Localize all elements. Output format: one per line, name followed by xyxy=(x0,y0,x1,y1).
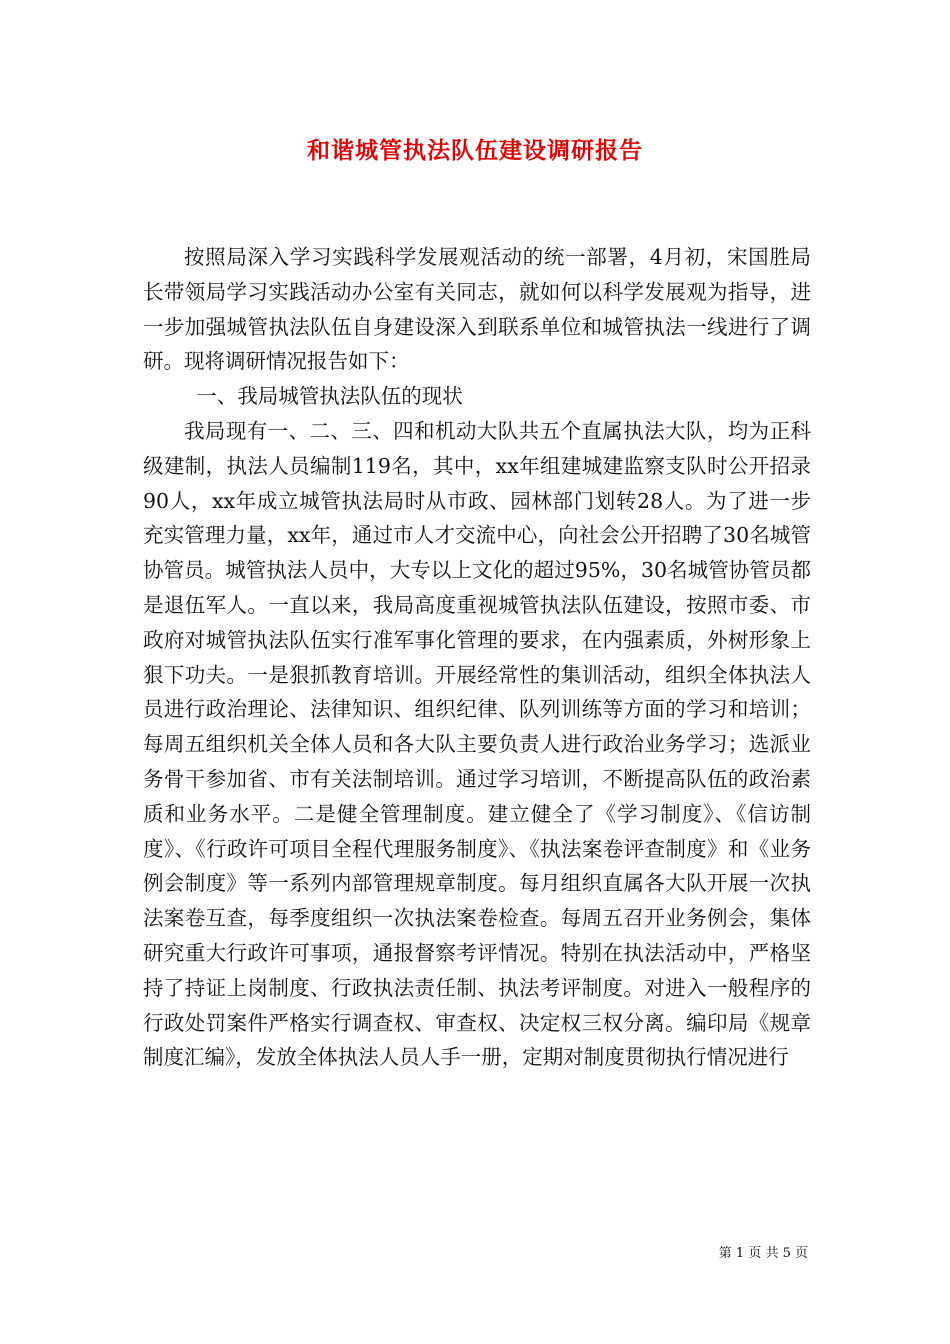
intro-paragraph: 按照局深入学习实践科学发展观活动的统一部署，4月初，宋国胜局长带领局学习实践活动办公室有关同志，就如何以科学发展观为指导，进一步加强城管执法队伍自身建设深入到联系单位和城管执法一线进行了调研。现将调研情况报告如下： xyxy=(143,245,811,374)
document-body xyxy=(143,240,811,1075)
document-title: 和谐城管执法队伍建设调研报告 xyxy=(307,137,643,164)
body-paragraph: 我局现有一、二、三、四和机动大队共五个直属执法大队，均为正科级建制，执法人员编制119名，其中，xx年组建城建监察支队时公开招录90人，xx年成立城管执法局时从市政、园林部门划转28人。为了进一步充实管理力量，xx年，通过市人才交流中心，向社会公开招聘了30名城管协管员。城管执法人员中，大专以上文化的超过95%，30名城管协管员都是退伍军人。一直以来，我局高度重视城管执法队伍建设，按照市委、市政府对城管执法队伍实行准军事化管理的要求，在内强素质，外树形象上狠下功夫。一是狠抓教育培训。开展经常性的集训活动，组织全体执法人员进行政治理论、法律知识、组织纪律、队列训练等方面的学习和培训；每周五组织机关全体人员和各大队主要负责人进行政治业务学习；选派业务骨干参加省、市有关法制培训。通过学习培训，不断提高队伍的政治素质和业务水平。二是健全管理制度。建立健全了《学习制度》、《信访制度》、《行政许可项目全程代理服务制度》、《执法案卷评查制度》和《业务例会制度》等一系列内部管理规章制度。每月组织直属各大队开展一次执法案卷互查，每季度组织一次执法案卷检查。每周五召开业务例会，集体研究重大行政许可事项，通报督察考评情况。特别在执法活动中，严格坚持了持证上岗制度、行政执法责任制、执法考评制度。对进入一般程序的行政处罚案件严格实行调查权、审查权、决定权三权分离。编印局《规章制度汇编》，发放全体执法人员人手一册，定期对制度贯彻执行情况进行 xyxy=(143,418,811,1070)
section-heading: 一、我局城管执法队伍的现状 xyxy=(196,384,463,409)
page-number: 第 1 页 共 5 页 xyxy=(718,1246,808,1261)
